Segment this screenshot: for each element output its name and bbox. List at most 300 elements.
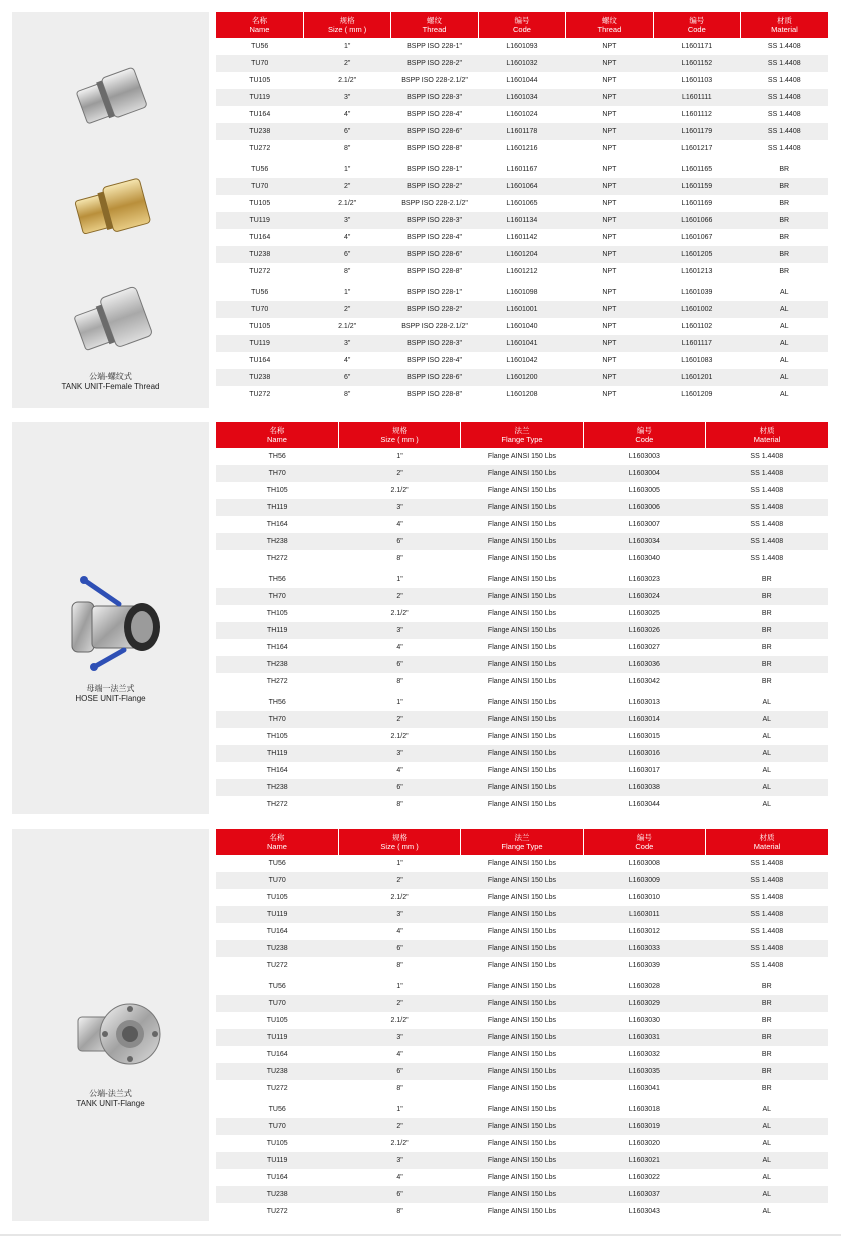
column-header-en: Size ( mm ) bbox=[380, 842, 419, 851]
table-cell: L1603028 bbox=[628, 983, 660, 990]
table-cell: L1601001 bbox=[478, 301, 565, 318]
table-cell: TH164 bbox=[266, 767, 288, 774]
table-cell: TU119 bbox=[216, 1152, 338, 1169]
table-cell: L1603031 bbox=[583, 1029, 705, 1046]
table-cell: 8" bbox=[396, 555, 403, 562]
table-cell: L1601093 bbox=[506, 43, 538, 50]
table-cell: NPT bbox=[602, 43, 617, 50]
table-cell: L1601212 bbox=[506, 268, 538, 275]
table-cell: L1601200 bbox=[478, 369, 565, 386]
table-cell: 8" bbox=[396, 678, 403, 685]
column-header-en: Code bbox=[513, 25, 531, 34]
table-cell: L1603006 bbox=[583, 499, 705, 516]
table-cell: TU70 bbox=[216, 995, 338, 1012]
table-cell: Flange AINSI 150 Lbs bbox=[487, 1017, 557, 1024]
table-cell: L1601117 bbox=[653, 335, 740, 352]
table-cell: L1601134 bbox=[478, 212, 565, 229]
table-cell: L1603033 bbox=[583, 940, 705, 957]
table-cell: Flange AINSI 150 Lbs bbox=[487, 678, 557, 685]
table-cell: 1" bbox=[343, 43, 351, 50]
column-header-en: Thread bbox=[597, 25, 622, 34]
table-cell: AL bbox=[779, 323, 789, 330]
table-cell: Flange AINSI 150 Lbs bbox=[487, 610, 557, 617]
table-row bbox=[216, 571, 828, 588]
table-row bbox=[216, 940, 828, 957]
table-row bbox=[216, 1118, 828, 1135]
column-header bbox=[583, 422, 705, 448]
table-cell: 2.1/2" bbox=[390, 894, 409, 901]
table-cell: 1" bbox=[396, 453, 403, 460]
table-cell: 2" bbox=[338, 465, 460, 482]
table-cell: 1" bbox=[396, 576, 403, 583]
table-row bbox=[216, 516, 828, 533]
table-cell: 4" bbox=[343, 234, 351, 241]
column-header-en: Name bbox=[266, 842, 287, 851]
table-cell: BR bbox=[706, 1063, 828, 1080]
table-cell: BR bbox=[761, 678, 772, 685]
table-cell: NPT bbox=[566, 55, 653, 72]
table-cell: SS 1.4408 bbox=[767, 111, 801, 118]
column-header bbox=[583, 829, 705, 855]
table-cell: L1601066 bbox=[653, 212, 740, 229]
table-cell: TU272 bbox=[266, 1085, 288, 1092]
table-cell: AL bbox=[762, 767, 772, 774]
table-cell: L1601216 bbox=[506, 145, 538, 152]
table-cell: 1" bbox=[343, 166, 351, 173]
table-cell: L1601042 bbox=[506, 357, 538, 364]
table-row bbox=[216, 673, 828, 690]
table-row bbox=[216, 1135, 828, 1152]
table-row bbox=[216, 386, 828, 403]
spec-table bbox=[216, 829, 828, 1220]
table-cell: BSPP ISO 228-4" bbox=[407, 234, 462, 241]
table-cell: BSPP ISO 228-3" bbox=[391, 89, 478, 106]
table-cell: L1601159 bbox=[653, 178, 740, 195]
table-row bbox=[216, 499, 828, 516]
table-cell: AL bbox=[706, 745, 828, 762]
table-cell: Flange AINSI 150 Lbs bbox=[487, 699, 557, 706]
table-cell: TU238 bbox=[216, 1063, 338, 1080]
table-row bbox=[216, 1012, 828, 1029]
column-header-en: Thread bbox=[422, 25, 447, 34]
table-cell: TH272 bbox=[266, 555, 288, 562]
column-header bbox=[303, 12, 390, 38]
stainless-coupling-image bbox=[72, 62, 152, 132]
table-cell: L1601040 bbox=[506, 323, 538, 330]
table-cell: 1" bbox=[396, 983, 403, 990]
table-cell: SS 1.4408 bbox=[767, 145, 801, 152]
column-header-en: Name bbox=[249, 25, 270, 34]
table-cell: 6" bbox=[303, 246, 390, 263]
table-cell: Flange AINSI 150 Lbs bbox=[487, 576, 557, 583]
table-cell: TU238 bbox=[216, 123, 303, 140]
table-cell: NPT bbox=[602, 166, 617, 173]
table-cell: L1603015 bbox=[628, 733, 660, 740]
table-cell: Flange AINSI 150 Lbs bbox=[461, 1029, 583, 1046]
table-row bbox=[216, 588, 828, 605]
column-header-cn: 编号 bbox=[689, 16, 705, 25]
table-cell: L1603017 bbox=[628, 767, 660, 774]
table-cell: AL bbox=[741, 335, 828, 352]
table-cell: L1603030 bbox=[628, 1017, 660, 1024]
column-header-cn: 法兰 bbox=[514, 426, 530, 435]
table-cell: L1603023 bbox=[628, 576, 660, 583]
table-cell: 6" bbox=[338, 1186, 460, 1203]
table-cell: AL bbox=[706, 779, 828, 796]
table-cell: L1603007 bbox=[628, 521, 660, 528]
table-row bbox=[216, 957, 828, 974]
caption-cn: 公端-螺纹式 bbox=[89, 372, 132, 381]
table-cell: L1601142 bbox=[506, 234, 538, 241]
table-row bbox=[216, 38, 828, 55]
table-cell: TU164 bbox=[266, 1051, 288, 1058]
table-cell: 3" bbox=[338, 499, 460, 516]
table-cell: Flange AINSI 150 Lbs bbox=[487, 1085, 557, 1092]
table-row bbox=[216, 889, 828, 906]
table-cell: TU105 bbox=[266, 894, 288, 901]
table-cell: L1603020 bbox=[628, 1140, 660, 1147]
table-cell: NPT bbox=[566, 369, 653, 386]
table-cell: TU56 bbox=[268, 860, 286, 867]
table-cell: TU70 bbox=[216, 1118, 338, 1135]
table-row bbox=[216, 605, 828, 622]
table-cell: L1601024 bbox=[506, 111, 538, 118]
table-cell: BSPP ISO 228-1" bbox=[407, 166, 462, 173]
table-cell: Flange AINSI 150 Lbs bbox=[461, 995, 583, 1012]
table-cell: Flange AINSI 150 Lbs bbox=[461, 465, 583, 482]
column-header bbox=[461, 829, 583, 855]
table-cell: BR bbox=[706, 588, 828, 605]
table-cell: TH70 bbox=[216, 711, 338, 728]
table-cell: NPT bbox=[566, 89, 653, 106]
table-cell: L1601179 bbox=[653, 123, 740, 140]
table-cell: BSPP ISO 228-2" bbox=[391, 178, 478, 195]
table-row bbox=[216, 639, 828, 656]
column-header-cn: 螺纹 bbox=[601, 16, 617, 25]
table-row bbox=[216, 335, 828, 352]
table-cell: AL bbox=[706, 1118, 828, 1135]
caption-cn: 母端一法兰式 bbox=[86, 684, 135, 693]
table-cell: TU56 bbox=[251, 166, 269, 173]
table-cell: L1603004 bbox=[583, 465, 705, 482]
table-cell: Flange AINSI 150 Lbs bbox=[461, 1152, 583, 1169]
table-cell: TH56 bbox=[268, 576, 286, 583]
table-cell: AL bbox=[762, 1208, 772, 1215]
column-header-en: Name bbox=[266, 435, 287, 444]
table-cell: Flange AINSI 150 Lbs bbox=[461, 1118, 583, 1135]
table-row bbox=[216, 352, 828, 369]
table-cell: Flange AINSI 150 Lbs bbox=[461, 1186, 583, 1203]
table-cell: L1603034 bbox=[583, 533, 705, 550]
table-cell: SS 1.4408 bbox=[741, 55, 828, 72]
table-cell: BSPP ISO 228-2.1/2" bbox=[401, 77, 468, 84]
table-row bbox=[216, 995, 828, 1012]
column-header-en: Flange Type bbox=[501, 435, 543, 444]
table-cell: L1603019 bbox=[583, 1118, 705, 1135]
column-header-cn: 规格 bbox=[392, 426, 408, 435]
table-cell: 1" bbox=[343, 289, 351, 296]
table-cell: SS 1.4408 bbox=[750, 521, 784, 528]
table-cell: 3" bbox=[338, 745, 460, 762]
product-image-panel bbox=[12, 12, 209, 408]
table-row bbox=[216, 779, 828, 796]
table-cell: L1603040 bbox=[628, 555, 660, 562]
table-cell: TU272 bbox=[249, 391, 271, 398]
table-cell: TH70 bbox=[216, 465, 338, 482]
table-cell: BR bbox=[706, 995, 828, 1012]
table-cell: L1601209 bbox=[681, 391, 713, 398]
column-header bbox=[216, 422, 338, 448]
table-cell: BSPP ISO 228-8" bbox=[407, 145, 462, 152]
table-row bbox=[216, 123, 828, 140]
table-row bbox=[216, 711, 828, 728]
table-row bbox=[216, 1063, 828, 1080]
table-cell: AL bbox=[741, 301, 828, 318]
table-cell: TH105 bbox=[266, 610, 288, 617]
table-cell: Flange AINSI 150 Lbs bbox=[487, 733, 557, 740]
table-cell: AL bbox=[762, 1174, 772, 1181]
table-cell: Flange AINSI 150 Lbs bbox=[487, 521, 557, 528]
table-row bbox=[216, 745, 828, 762]
table-row bbox=[216, 1203, 828, 1220]
table-cell: BR bbox=[761, 576, 772, 583]
table-cell: SS 1.4408 bbox=[706, 533, 828, 550]
table-cell: NPT bbox=[602, 234, 617, 241]
table-cell: TH238 bbox=[216, 656, 338, 673]
table-row bbox=[216, 178, 828, 195]
table-cell: 8" bbox=[396, 801, 403, 808]
table-cell: Flange AINSI 150 Lbs bbox=[487, 983, 557, 990]
table-cell: L1601111 bbox=[653, 89, 740, 106]
table-cell: BR bbox=[741, 212, 828, 229]
table-cell: BSPP ISO 228-1" bbox=[407, 43, 462, 50]
table-cell: L1603008 bbox=[628, 860, 660, 867]
product-caption bbox=[12, 684, 209, 704]
table-cell: TU119 bbox=[216, 906, 338, 923]
table-cell: AL bbox=[779, 357, 789, 364]
table-cell: BR bbox=[706, 622, 828, 639]
table-cell: SS 1.4408 bbox=[750, 928, 784, 935]
table-row bbox=[216, 89, 828, 106]
table-cell: 2.1/2" bbox=[390, 733, 409, 740]
column-header-cn: 材质 bbox=[777, 16, 793, 25]
table-cell: SS 1.4408 bbox=[750, 894, 784, 901]
table-cell: TU56 bbox=[268, 1106, 286, 1113]
table-cell: L1603009 bbox=[583, 872, 705, 889]
table-cell: 2.1/2" bbox=[390, 610, 409, 617]
table-cell: BSPP ISO 228-8" bbox=[407, 268, 462, 275]
spec-table bbox=[216, 422, 828, 813]
column-header-cn: 法兰 bbox=[514, 833, 530, 842]
table-cell: SS 1.4408 bbox=[706, 465, 828, 482]
column-header bbox=[706, 422, 828, 448]
table-row bbox=[216, 855, 828, 872]
table-cell: AL bbox=[741, 369, 828, 386]
table-cell: L1603037 bbox=[583, 1186, 705, 1203]
table-cell: L1601178 bbox=[478, 123, 565, 140]
table-cell: TU70 bbox=[216, 301, 303, 318]
table-cell: NPT bbox=[566, 335, 653, 352]
column-header-cn: 材质 bbox=[759, 833, 775, 842]
table-cell: L1601102 bbox=[681, 323, 713, 330]
table-row bbox=[216, 482, 828, 499]
table-cell: 2" bbox=[303, 178, 390, 195]
table-cell: BSPP ISO 228-2.1/2" bbox=[401, 323, 468, 330]
table-cell: TU164 bbox=[266, 1174, 288, 1181]
caption-cn: 公端-法兰式 bbox=[89, 1089, 132, 1098]
table-cell: NPT bbox=[602, 200, 617, 207]
table-cell: L1603012 bbox=[628, 928, 660, 935]
table-row bbox=[216, 1101, 828, 1118]
table-cell: BR bbox=[779, 268, 790, 275]
table-cell: SS 1.4408 bbox=[750, 453, 784, 460]
table-cell: TU105 bbox=[266, 1140, 288, 1147]
table-row bbox=[216, 1029, 828, 1046]
table-cell: Flange AINSI 150 Lbs bbox=[487, 1208, 557, 1215]
table-row bbox=[216, 656, 828, 673]
table-row bbox=[216, 161, 828, 178]
table-cell: AL bbox=[762, 699, 772, 706]
table-cell: TH70 bbox=[216, 588, 338, 605]
table-cell: 4" bbox=[396, 928, 403, 935]
table-cell: TU272 bbox=[266, 962, 288, 969]
table-row bbox=[216, 550, 828, 567]
table-row bbox=[216, 728, 828, 745]
table-cell: L1601034 bbox=[478, 89, 565, 106]
table-header-row bbox=[216, 829, 828, 855]
table-cell: TH56 bbox=[268, 453, 286, 460]
table-header-row bbox=[216, 12, 828, 38]
table-row bbox=[216, 229, 828, 246]
table-cell: 2" bbox=[338, 995, 460, 1012]
table-cell: L1601112 bbox=[681, 111, 712, 118]
table-row bbox=[216, 301, 828, 318]
table-cell: SS 1.4408 bbox=[750, 962, 784, 969]
table-cell: Flange AINSI 150 Lbs bbox=[487, 894, 557, 901]
table-cell: Flange AINSI 150 Lbs bbox=[461, 906, 583, 923]
table-cell: Flange AINSI 150 Lbs bbox=[461, 872, 583, 889]
table-cell: L1601032 bbox=[478, 55, 565, 72]
table-cell: NPT bbox=[566, 212, 653, 229]
table-cell: TH56 bbox=[268, 699, 286, 706]
table-cell: 4" bbox=[343, 111, 351, 118]
column-header-cn: 编号 bbox=[636, 833, 652, 842]
table-cell: BR bbox=[741, 246, 828, 263]
table-cell: SS 1.4408 bbox=[706, 872, 828, 889]
table-cell: TU164 bbox=[266, 928, 288, 935]
product-caption bbox=[12, 372, 209, 392]
table-cell: TU119 bbox=[216, 89, 303, 106]
table-cell: AL bbox=[762, 1106, 772, 1113]
column-header bbox=[461, 422, 583, 448]
table-cell: AL bbox=[706, 1186, 828, 1203]
table-cell: 2.1/2" bbox=[338, 323, 357, 330]
table-cell: NPT bbox=[566, 178, 653, 195]
table-cell: Flange AINSI 150 Lbs bbox=[461, 940, 583, 957]
table-row bbox=[216, 465, 828, 482]
table-cell: 6" bbox=[303, 369, 390, 386]
table-cell: TU119 bbox=[216, 335, 303, 352]
table-row bbox=[216, 1169, 828, 1186]
table-cell: 2" bbox=[338, 711, 460, 728]
table-cell: L1601167 bbox=[506, 166, 538, 173]
table-cell: Flange AINSI 150 Lbs bbox=[461, 779, 583, 796]
table-cell: BR bbox=[741, 178, 828, 195]
table-row bbox=[216, 140, 828, 157]
page-bottom-rule bbox=[0, 1234, 841, 1236]
table-row bbox=[216, 923, 828, 940]
section-tank-unit-flange bbox=[12, 829, 828, 1221]
column-header-en: Code bbox=[635, 842, 654, 851]
table-cell: AL bbox=[762, 733, 772, 740]
table-row bbox=[216, 263, 828, 280]
table-cell: L1603025 bbox=[628, 610, 660, 617]
table-cell: L1603032 bbox=[628, 1051, 660, 1058]
column-header-cn: 材质 bbox=[759, 426, 775, 435]
table-cell: L1603016 bbox=[583, 745, 705, 762]
column-header-en: Material bbox=[753, 435, 781, 444]
table-cell: L1601064 bbox=[478, 178, 565, 195]
column-header-en: Size ( mm ) bbox=[380, 435, 419, 444]
table-cell: L1601201 bbox=[653, 369, 740, 386]
table-cell: 3" bbox=[338, 622, 460, 639]
table-cell: 8" bbox=[396, 962, 403, 969]
column-header bbox=[216, 829, 338, 855]
table-cell: 8" bbox=[396, 1208, 403, 1215]
column-header-en: Code bbox=[687, 25, 706, 34]
hose-flange-coupling-image bbox=[64, 572, 164, 672]
table-cell: BR bbox=[761, 610, 772, 617]
table-row bbox=[216, 246, 828, 263]
table-cell: NPT bbox=[566, 123, 653, 140]
table-cell: TH164 bbox=[266, 521, 288, 528]
table-cell: Flange AINSI 150 Lbs bbox=[487, 1140, 557, 1147]
table-cell: NPT bbox=[602, 391, 617, 398]
table-cell: 1" bbox=[396, 699, 403, 706]
table-cell: 8" bbox=[343, 391, 351, 398]
table-cell: BSPP ISO 228-6" bbox=[391, 246, 478, 263]
table-cell: L1603021 bbox=[583, 1152, 705, 1169]
table-cell: L1601083 bbox=[681, 357, 713, 364]
product-caption bbox=[12, 1089, 209, 1109]
table-cell: 8" bbox=[343, 145, 351, 152]
caption-en: HOSE UNIT-Flange bbox=[75, 694, 146, 703]
table-cell: AL bbox=[779, 289, 789, 296]
table-cell: TU272 bbox=[249, 268, 271, 275]
table-cell: Flange AINSI 150 Lbs bbox=[461, 499, 583, 516]
brass-coupling-image bbox=[70, 174, 154, 244]
table-row bbox=[216, 1152, 828, 1169]
table-cell: BR bbox=[761, 1051, 772, 1058]
column-header-cn: 规格 bbox=[392, 833, 408, 842]
table-cell: TH119 bbox=[216, 745, 338, 762]
table-cell: Flange AINSI 150 Lbs bbox=[487, 644, 557, 651]
table-row bbox=[216, 906, 828, 923]
table-cell: TU56 bbox=[251, 43, 269, 50]
table-cell: Flange AINSI 150 Lbs bbox=[461, 656, 583, 673]
table-header-row bbox=[216, 422, 828, 448]
table-cell: TH119 bbox=[216, 622, 338, 639]
table-cell: TU56 bbox=[268, 983, 286, 990]
table-cell: 2.1/2" bbox=[390, 1017, 409, 1024]
table-cell: BR bbox=[761, 983, 772, 990]
table-cell: TU238 bbox=[216, 246, 303, 263]
table-cell: TU238 bbox=[216, 940, 338, 957]
table-cell: L1601098 bbox=[506, 289, 538, 296]
table-row bbox=[216, 195, 828, 212]
table-cell: SS 1.4408 bbox=[750, 860, 784, 867]
table-cell: NPT bbox=[602, 77, 617, 84]
